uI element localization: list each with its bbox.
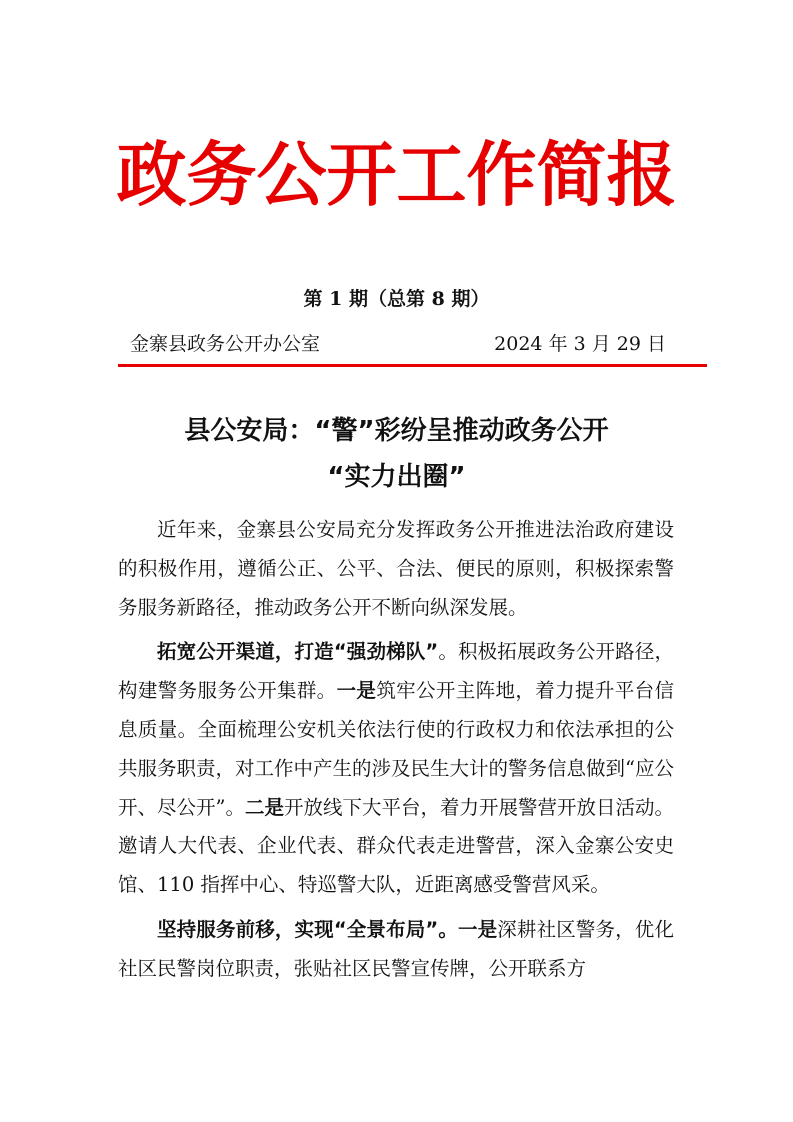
issue-date: 2024 年 3 月 29 日 (494, 333, 666, 355)
keyword-second: 二是 (244, 795, 284, 819)
article-title-line-2: “实力出圈” (327, 462, 466, 492)
keyword-first: 一是 (336, 679, 377, 703)
article-title-line-1: 县公安局：“警”彩纷呈推动政务公开 (184, 416, 609, 446)
paragraph-intro: 近年来，金寨县公安局充分发挥政务公开推进法治政府建设的积极作用，遵循公正、公平、合法、便民的原则，积极探索警务服务新路径，推动政务公开不断向纵深发展。 (118, 518, 674, 619)
paragraph-channels (118, 633, 674, 905)
keyword-first-service: 一是 (457, 917, 498, 941)
paragraph-service (118, 911, 674, 989)
paragraph-service-text-2: 深耕社区警务，优化社区民警岗位职责，张贴社区民警宣传牌，公开联系方 (118, 917, 674, 980)
red-divider (118, 364, 707, 367)
issuing-office: 金寨县政务公开办公室 (130, 333, 321, 355)
article-title (0, 408, 793, 500)
paragraph-channels-text-2: 筑牢公开主阵地，着力提升平台信息质量。全面梳理公安机关依法行使的行政权力和依法承担的公共服务职责，对工作中产生的涉及民生大计的警务信息做到“应公开、尽公开”。 (118, 679, 674, 819)
paragraph-channels-text-1: 。积极拓展政务公开路径，构建警务服务公开集群。 (118, 640, 674, 703)
article-body (118, 511, 674, 989)
masthead-title: 政务公开工作简报 (116, 134, 677, 216)
section-heading-service: 坚持服务前移，实现“全景布局” (157, 917, 439, 941)
issue-number: 第 1 期（总第 8 期） (303, 288, 490, 310)
paragraph-service-text-1: 。 (438, 917, 458, 941)
paragraph-channels-text-3: 开放线下大平台，着力开展警营开放日活动。邀请人大代表、企业代表、群众代表走进警营，深入金寨公安史馆、110 指挥中心、特巡警大队，近距离感受警营风采。 (118, 795, 675, 897)
section-heading-channels: 拓宽公开渠道，打造“强劲梯队” (157, 640, 439, 664)
